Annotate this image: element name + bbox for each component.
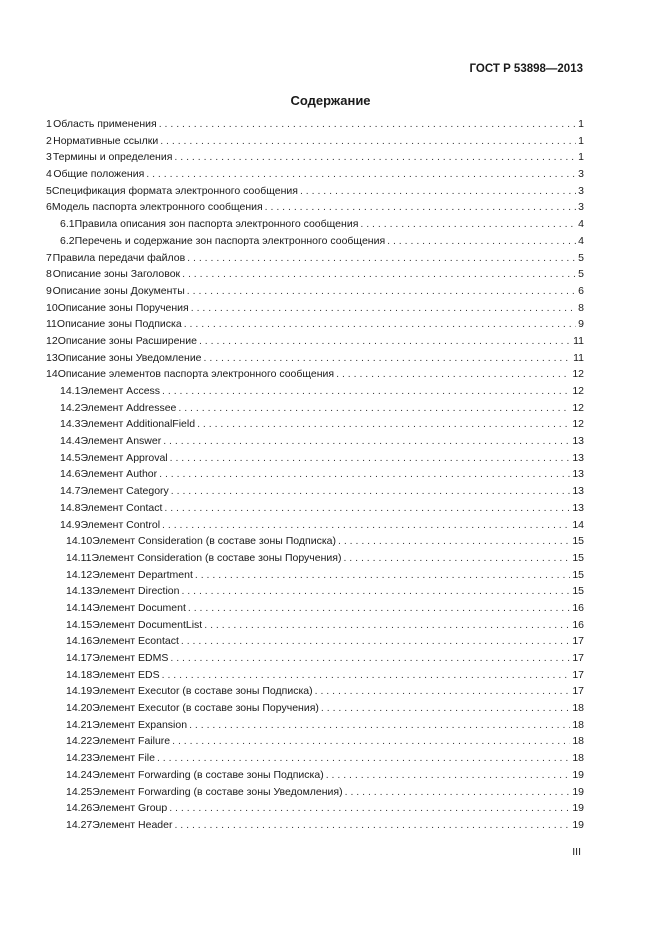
toc-entry xyxy=(46,552,584,569)
toc-entry-label: Описание зоны Подписка xyxy=(56,318,182,331)
toc-entry-label: Элемент Forwarding (в составе зоны Уведомления) xyxy=(92,785,343,798)
toc-entry-label: Элемент Group xyxy=(92,802,168,815)
toc-entry xyxy=(46,235,584,252)
toc-leader-dots xyxy=(321,702,570,714)
toc-entry xyxy=(46,769,584,786)
toc-leader-dots xyxy=(162,385,570,397)
toc-entry-page: 19 xyxy=(572,818,584,831)
toc-entry xyxy=(46,335,584,352)
toc-entry-label: Элемент Document xyxy=(92,601,186,614)
toc-entry-label: Элемент Consideration (в составе зоны Подписка) xyxy=(92,535,336,548)
toc-entry-label: Элемент Executor (в составе зоны Поручения) xyxy=(92,702,319,715)
toc-entry-number: 3 xyxy=(46,151,52,164)
toc-entry-number: 13 xyxy=(46,351,58,364)
toc-leader-dots xyxy=(157,752,570,764)
toc-entry-number: 2 xyxy=(46,134,52,147)
toc-entry-number: 12 xyxy=(46,334,58,347)
toc-entry-number: 14.8 xyxy=(60,501,81,514)
toc-entry xyxy=(46,685,584,702)
toc-entry-page: 1 xyxy=(578,151,584,164)
toc-entry-label: Элемент Forwarding (в составе зоны Подписка) xyxy=(92,768,324,781)
toc-entry-page: 11 xyxy=(573,351,584,364)
toc-entry-page: 19 xyxy=(572,802,584,815)
toc-entry-label: Элемент AdditionalField xyxy=(80,418,196,431)
toc-entry-number: 7 xyxy=(46,251,52,264)
page-title: Содержание xyxy=(290,93,371,108)
toc-entry-page: 13 xyxy=(572,451,584,464)
toc-entry-number: 4 xyxy=(46,168,52,181)
toc-entry-number: 14.13 xyxy=(66,585,93,598)
toc-leader-dots xyxy=(162,669,571,681)
toc-leader-dots xyxy=(174,151,576,163)
toc-leader-dots xyxy=(204,619,570,631)
toc-entry-number: 10 xyxy=(46,301,58,314)
toc-entry-page: 3 xyxy=(578,184,584,197)
toc-leader-dots xyxy=(345,786,571,798)
toc-entry-page: 12 xyxy=(572,401,584,414)
toc-entry xyxy=(46,635,584,652)
toc-entry-label: Элемент Expansion xyxy=(92,718,188,731)
toc-leader-dots xyxy=(360,218,576,230)
toc-leader-dots xyxy=(197,418,570,430)
toc-leader-dots xyxy=(163,435,570,447)
toc-entry-number: 14.22 xyxy=(66,735,93,748)
toc-entry-number: 14 xyxy=(46,368,58,381)
toc-entry xyxy=(46,435,584,452)
toc-entry xyxy=(46,268,584,285)
toc-leader-dots xyxy=(336,368,570,380)
toc-leader-dots xyxy=(170,652,570,664)
toc-entry-page: 18 xyxy=(572,702,584,715)
toc-entry xyxy=(46,252,584,269)
toc-entry xyxy=(46,585,584,602)
toc-entry-page: 11 xyxy=(573,334,584,347)
toc-entry-number: 6.1 xyxy=(60,218,75,231)
toc-entry-number: 11 xyxy=(46,318,57,331)
toc-leader-dots xyxy=(171,485,571,497)
toc-entry-label: Нормативные ссылки xyxy=(53,134,159,147)
toc-entry xyxy=(46,201,584,218)
toc-leader-dots xyxy=(170,452,571,464)
toc-entry-page: 17 xyxy=(572,652,584,664)
toc-entry-number: 14.15 xyxy=(66,618,93,631)
toc-entry-page: 17 xyxy=(572,668,584,681)
toc-entry-page: 4 xyxy=(578,218,584,231)
toc-entry xyxy=(46,352,584,369)
toc-leader-dots xyxy=(187,252,576,264)
toc-leader-dots xyxy=(265,201,576,213)
toc-entry xyxy=(46,652,584,669)
toc-entry-label: Спецификация формата электронного сообщения xyxy=(51,184,298,197)
toc-entry-label: Элемент Department xyxy=(92,568,193,581)
toc-entry-number: 14.25 xyxy=(66,785,93,798)
toc-leader-dots xyxy=(387,235,576,247)
toc-leader-dots xyxy=(326,769,571,781)
toc-entry-label: Элемент DocumentList xyxy=(92,618,203,631)
toc-leader-dots xyxy=(188,602,570,614)
toc-entry-label: Термины и определения xyxy=(52,151,173,164)
toc-leader-dots xyxy=(343,552,570,564)
toc-entry-label: Описание зоны Уведомление xyxy=(57,351,202,364)
toc-leader-dots xyxy=(159,468,570,480)
toc-leader-dots xyxy=(172,735,570,747)
toc-leader-dots xyxy=(195,569,570,581)
toc-entry-label: Элемент Answer xyxy=(80,435,162,448)
toc-entry xyxy=(46,519,584,536)
toc-leader-dots xyxy=(338,535,570,547)
toc-entry xyxy=(46,669,584,686)
toc-entry-label: Элемент Approval xyxy=(80,451,168,464)
page-number: III xyxy=(572,846,581,858)
toc-leader-dots xyxy=(315,685,571,697)
toc-entry-label: Элемент Executor (в составе зоны Подписка) xyxy=(92,685,313,698)
toc-entry-number: 14.17 xyxy=(66,652,93,664)
toc-entry-number: 14.1 xyxy=(60,385,81,397)
toc-entry-label: Описание элементов паспорта электронного сообщения xyxy=(57,368,335,381)
toc-entry xyxy=(46,752,584,769)
toc-entry-page: 15 xyxy=(572,568,584,581)
toc-entry xyxy=(46,135,584,152)
toc-entry-label: Элемент Econtact xyxy=(92,635,179,648)
toc-entry-page: 13 xyxy=(572,468,584,481)
toc-entry xyxy=(46,735,584,752)
toc-entry-page: 3 xyxy=(578,201,584,214)
toc-entry-number: 14.7 xyxy=(60,485,81,498)
toc-entry-number: 14.2 xyxy=(60,401,81,414)
toc-entry-number: 14.5 xyxy=(60,451,81,464)
toc-entry-number: 14.14 xyxy=(66,601,93,614)
toc-entry xyxy=(46,118,584,135)
toc-entry xyxy=(46,368,584,385)
toc-entry-page: 6 xyxy=(578,284,584,297)
toc-entry-number: 14.27 xyxy=(66,818,93,831)
toc-entry xyxy=(46,485,584,502)
toc-entry xyxy=(46,719,584,736)
toc-entry-page: 19 xyxy=(572,768,584,781)
toc-entry xyxy=(46,619,584,636)
toc-entry-page: 5 xyxy=(578,268,584,281)
toc-entry-label: Элемент Header xyxy=(92,818,173,831)
toc-entry-label: Описание зоны Документы xyxy=(52,284,185,297)
toc-entry-number: 6 xyxy=(46,201,52,214)
toc-entry xyxy=(46,302,584,319)
toc-entry-label: Правила описания зон паспорта электронного сообщения xyxy=(74,218,359,231)
toc-leader-dots xyxy=(300,185,576,197)
toc-entry-page: 12 xyxy=(572,368,584,381)
toc-entry-number: 14.12 xyxy=(66,568,93,581)
table-of-contents xyxy=(46,118,584,836)
toc-entry-page: 12 xyxy=(572,418,584,431)
toc-leader-dots xyxy=(204,352,572,364)
toc-entry-number: 1 xyxy=(46,118,52,130)
toc-entry xyxy=(46,402,584,419)
toc-entry xyxy=(46,168,584,185)
toc-leader-dots xyxy=(182,268,576,280)
toc-entry-page: 3 xyxy=(578,168,584,181)
toc-entry-page: 13 xyxy=(572,501,584,514)
toc-entry-label: Правила передачи файлов xyxy=(52,251,186,264)
toc-entry-number: 6.2 xyxy=(60,234,75,247)
toc-entry-page: 18 xyxy=(572,735,584,748)
toc-leader-dots xyxy=(181,635,570,647)
toc-entry-label: Описание зоны Заголовок xyxy=(52,268,181,281)
toc-entry xyxy=(46,468,584,485)
toc-entry-page: 5 xyxy=(578,251,584,264)
toc-entry-page: 15 xyxy=(572,585,584,598)
toc-entry-number: 14.21 xyxy=(66,718,93,731)
toc-entry-number: 14.10 xyxy=(66,535,93,548)
toc-leader-dots xyxy=(174,819,570,831)
toc-entry-number: 14.16 xyxy=(66,635,93,648)
toc-entry xyxy=(46,418,584,435)
toc-entry xyxy=(46,502,584,519)
toc-leader-dots xyxy=(160,135,576,147)
toc-entry-number: 8 xyxy=(46,268,52,281)
toc-entry-page: 13 xyxy=(572,435,584,448)
toc-leader-dots xyxy=(199,335,571,347)
toc-entry xyxy=(46,218,584,235)
toc-entry-page: 9 xyxy=(578,318,584,331)
toc-leader-dots xyxy=(187,285,576,297)
toc-entry xyxy=(46,535,584,552)
toc-entry-page: 1 xyxy=(578,134,584,147)
toc-entry-page: 16 xyxy=(572,618,584,631)
toc-leader-dots xyxy=(162,519,570,531)
toc-entry-label: Элемент Consideration (в составе зоны Поручения) xyxy=(91,551,342,564)
toc-entry xyxy=(46,385,584,402)
toc-entry-label: Элемент EDMS xyxy=(92,652,169,664)
toc-entry-number: 5 xyxy=(46,184,52,197)
toc-entry-page: 17 xyxy=(572,635,584,648)
toc-leader-dots xyxy=(159,118,576,130)
toc-entry-page: 4 xyxy=(578,234,584,247)
toc-entry-page: 14 xyxy=(572,518,584,531)
toc-entry-label: Элемент Category xyxy=(80,485,169,498)
toc-entry-number: 14.3 xyxy=(60,418,81,431)
toc-entry xyxy=(46,285,584,302)
toc-entry xyxy=(46,786,584,803)
toc-entry-label: Описание зоны Расширение xyxy=(57,334,197,347)
toc-entry-page: 19 xyxy=(572,785,584,798)
toc-entry-number: 14.20 xyxy=(66,702,93,715)
toc-leader-dots xyxy=(178,402,570,414)
toc-entry-page: 18 xyxy=(572,718,584,731)
toc-entry-page: 15 xyxy=(572,535,584,548)
toc-entry-page: 13 xyxy=(572,485,584,498)
toc-entry-number: 14.9 xyxy=(60,518,81,531)
toc-entry-number: 14.4 xyxy=(60,435,81,448)
toc-entry-number: 14.23 xyxy=(66,752,93,765)
toc-entry xyxy=(46,569,584,586)
toc-entry-number: 14.26 xyxy=(66,802,93,815)
toc-entry-label: Элемент Addressee xyxy=(80,401,177,414)
toc-entry xyxy=(46,819,584,836)
toc-entry xyxy=(46,185,584,202)
toc-entry-label: Элемент EDS xyxy=(92,668,160,681)
toc-entry-page: 8 xyxy=(578,301,584,314)
toc-leader-dots xyxy=(169,802,570,814)
toc-leader-dots xyxy=(184,318,576,330)
toc-entry-label: Элемент Failure xyxy=(92,735,171,748)
toc-entry-number: 9 xyxy=(46,284,52,297)
toc-leader-dots xyxy=(181,585,570,597)
toc-entry-page: 18 xyxy=(572,752,584,765)
toc-entry-label: Элемент File xyxy=(92,752,155,765)
toc-leader-dots xyxy=(189,719,570,731)
toc-entry xyxy=(46,452,584,469)
toc-entry-page: 16 xyxy=(572,601,584,614)
toc-entry xyxy=(46,318,584,335)
toc-entry-label: Элемент Control xyxy=(80,518,161,531)
toc-entry-page: 12 xyxy=(572,385,584,397)
toc-entry-number: 14.6 xyxy=(60,468,81,481)
toc-entry-page: 1 xyxy=(578,118,584,130)
toc-entry-number: 14.19 xyxy=(66,685,93,698)
toc-entry xyxy=(46,702,584,719)
toc-entry-label: Модель паспорта электронного сообщения xyxy=(51,201,263,214)
toc-entry xyxy=(46,602,584,619)
toc-leader-dots xyxy=(164,502,570,514)
toc-entry-page: 15 xyxy=(572,551,584,564)
toc-entry-number: 14.11 xyxy=(66,551,92,564)
toc-entry-label: Элемент Contact xyxy=(80,501,163,514)
toc-entry-label: Элемент Access xyxy=(80,385,161,397)
toc-leader-dots xyxy=(146,168,576,180)
toc-entry-label: Описание зоны Поручения xyxy=(57,301,189,314)
toc-entry-number: 14.18 xyxy=(66,668,93,681)
toc-entry-label: Область применения xyxy=(53,118,157,130)
toc-entry-number: 14.24 xyxy=(66,768,93,781)
toc-entry-page: 17 xyxy=(572,685,584,698)
toc-entry-label: Элемент Direction xyxy=(92,585,180,598)
toc-entry-label: Общие положения xyxy=(53,168,145,181)
toc-entry-label: Перечень и содержание зон паспорта электронного сообщения xyxy=(74,234,386,247)
toc-entry-label: Элемент Author xyxy=(80,468,158,481)
standard-designation: ГОСТ Р 53898—2013 xyxy=(469,63,583,75)
toc-leader-dots xyxy=(191,302,576,314)
toc-entry xyxy=(46,151,584,168)
toc-entry xyxy=(46,802,584,819)
